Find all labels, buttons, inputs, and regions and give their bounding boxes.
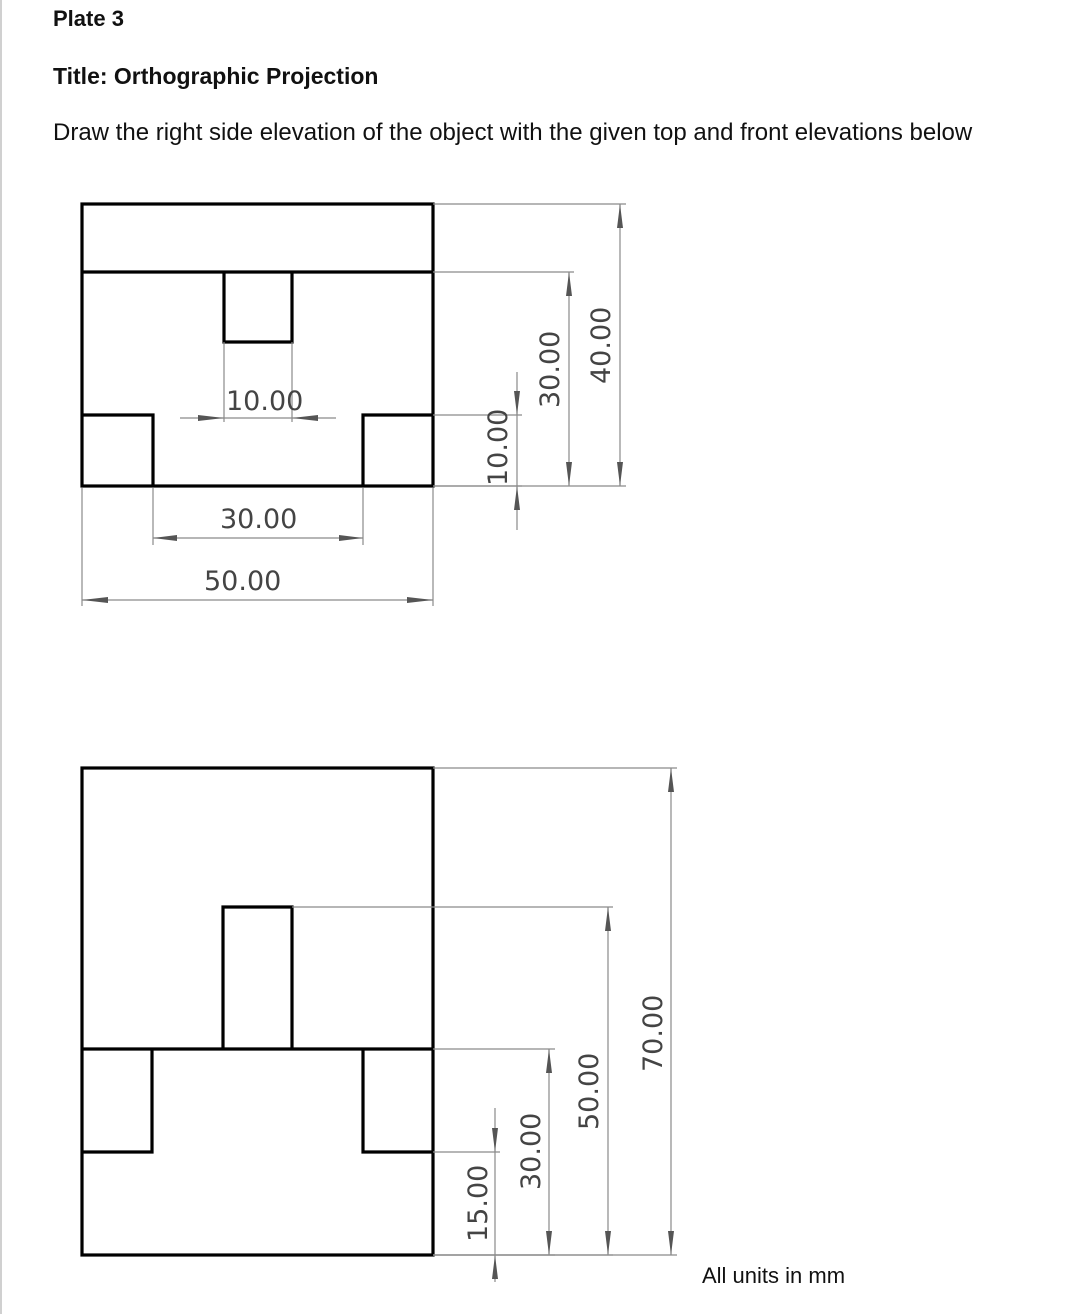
top-dim-step-depth — [433, 372, 522, 530]
top-view-outline — [82, 204, 433, 486]
top-dim-overall-depth-label: 40.00 — [586, 306, 617, 384]
front-view — [82, 768, 433, 1255]
top-view — [82, 204, 433, 486]
front-dim-overall-height-label: 70.00 — [638, 994, 669, 1072]
front-view-left-step — [82, 1049, 152, 1152]
top-dim-inner-width-label: 30.00 — [220, 504, 298, 535]
front-dim-step-height-label: 30.00 — [516, 1112, 547, 1190]
front-view-outline — [82, 768, 433, 1255]
units-note: All units in mm — [702, 1263, 846, 1288]
top-dim-step-depth-label: 10.00 — [483, 408, 514, 486]
front-dim-base-height — [433, 1108, 500, 1282]
top-dim-notch-width — [180, 342, 336, 422]
front-dim-post-height-label: 50.00 — [574, 1052, 605, 1130]
front-view-center-post — [223, 907, 292, 1049]
top-dim-middle-depth-label: 30.00 — [535, 330, 566, 408]
front-dim-post-height — [292, 907, 613, 1255]
front-dim-base-height-label: 15.00 — [463, 1164, 494, 1242]
top-view-left-step — [82, 415, 153, 486]
top-view-dimensions — [82, 204, 626, 606]
top-view-right-step — [363, 415, 433, 486]
front-view-dimensions — [292, 768, 677, 1282]
top-dim-overall-width-label: 50.00 — [204, 566, 282, 597]
top-view-notch — [224, 272, 292, 342]
page-title: Title: Orthographic Projection — [53, 63, 379, 89]
top-dim-inner-width — [153, 488, 363, 545]
top-dim-overall-depth — [433, 204, 626, 486]
top-dim-notch-width-label: 10.00 — [226, 386, 304, 417]
plate-number: Plate 3 — [53, 6, 124, 31]
front-view-right-step — [363, 1049, 433, 1152]
instruction-text: Draw the right side elevation of the object with the given top and front elevations below — [53, 119, 973, 146]
